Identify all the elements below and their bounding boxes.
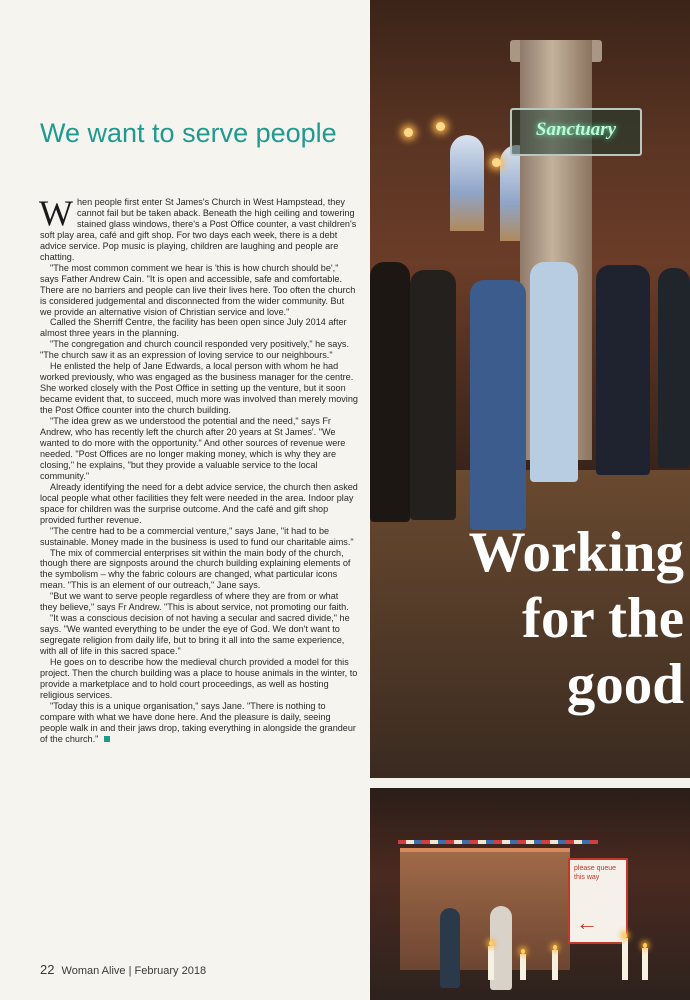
post-office-counter-photo (370, 788, 690, 1000)
article-paragraph: The mix of commercial enterprises sit within the main body of the church, though there are signposts around the church building explaining elements of the symbolism – why the fabric colours are changed, what particular icons mean. "This is an element of our outreach," Jane says. (40, 547, 351, 591)
article-paragraph: "It was a conscious decision of not having a secular and sacred divide," he says. "We wanted everything to be under the eye of God. We don't want to segregate religion from daily life, but to bring it all into the same experience, with all of life in this sacred space." (40, 613, 350, 657)
article-paragraph: When people first enter St James's Church in West Hampstead, they cannot fail but be taken aback. Beneath the high ceiling and towering stained glass windows, there's a Post Office counter, a vast children's soft play area, café and gift shop. For two days each week, there is a debt advice service. Pop music is playing, children are laughing and people are chatting. (39, 193, 357, 262)
person-figure (440, 908, 460, 988)
page-number: 22 (40, 962, 55, 977)
article-paragraph: He enlisted the help of Jane Edwards, a local person with whom he had worked previously, who was engaged as the business manager for the centre. She worked closely with the Post Office in setting up the venture, but it soon became evident that, to succeed, much more was involved than merely moving the Post Office counter into the church building. (40, 361, 358, 416)
issue-date: February 2018 (134, 965, 207, 977)
counter-stall (400, 848, 570, 970)
magazine-name: Woman Alive (61, 965, 126, 977)
photo-divider (370, 778, 690, 788)
feature-title (370, 520, 690, 718)
stained-glass-window (450, 135, 484, 231)
article-paragraph: "But we want to serve people regardless of where they are from or what they believe," says Fr Andrew. "This is about service, not promoting our faith. (40, 591, 349, 613)
article-body (39, 193, 358, 745)
feature-title-line: Working (468, 521, 684, 584)
candle (622, 938, 628, 980)
queue-sign: please queue this way ← (568, 858, 628, 944)
drop-cap: W (39, 193, 73, 233)
article-paragraph: Called the Sherriff Centre, the facility has been open since July 2014 after almost three years in the planning. (40, 317, 347, 339)
candle (642, 948, 648, 980)
article-paragraph: "The congregation and church council responded very positively," he says. "The church saw it as an expression of loving service to our neighbours." (40, 339, 349, 361)
article-paragraph: "The most common comment we hear is 'this is how church should be'," says Father Andrew Cain. "It is open and accessible, safe and comfortable. There are no barriers and people can live their lives here. Too often the church is considered judgemental and disconnected from the wider community. But we provide an alternative vision of Christian service and love." (40, 262, 356, 317)
footer-separator: | (128, 965, 132, 977)
article-headline: We want to serve people (40, 118, 337, 148)
lamp-light (436, 122, 445, 131)
article-paragraph: He goes on to describe how the medieval church provided a model for this project. Then the church building was a place to house animals in the winter, to provide a marketplace and to hold court proceedings, as well as hosting religious services. (40, 657, 358, 700)
lamp-light (492, 158, 501, 167)
person-figure (470, 280, 526, 530)
lamp-light (404, 128, 413, 137)
article-paragraph: "Today this is a unique organisation," says Jane. "There is nothing to compare with what we have done here. And the pleasure is daily, seeing people walk in and their jaws drop, taking everything in alongside the grandeur of the church." (40, 700, 356, 744)
left-arrow-icon: ← (576, 910, 598, 935)
person-figure (410, 270, 456, 520)
person-figure (596, 265, 650, 475)
article-paragraph: "The centre had to be a commercial venture," says Jane, "it had to be sustainable. Money made in the business is used to fund our charitable aims." (40, 525, 354, 547)
sanctuary-neon-sign: Sanctuary (510, 108, 642, 156)
church-interior-photo (370, 0, 690, 778)
person-figure (530, 262, 578, 482)
end-of-article-marker (104, 736, 110, 742)
person-figure (370, 262, 410, 522)
candle (520, 954, 526, 980)
person-figure (658, 268, 690, 468)
page-footer (40, 962, 206, 977)
article-paragraph: Already identifying the need for a debt advice service, the church then asked local people what other facilities they felt were needed in the area. Indoor play space for children was the surprise outcome. And the café and gift shop provided further revenue. (40, 481, 358, 525)
candle (488, 946, 494, 980)
feature-title-line: for the (522, 587, 684, 650)
article-paragraph: "The idea grew as we understood the potential and the need," says Fr Andrew, who has recently left the church after 20 years at St James'. "We wanted to do more with the opportunity." And other sources of revenue were needed. "Post Offices are no longer making money, which is why they are closing," he explains, "but they provide a valuable service to the local community." (40, 416, 346, 481)
candle (552, 950, 558, 980)
feature-title-line: good (566, 653, 684, 716)
